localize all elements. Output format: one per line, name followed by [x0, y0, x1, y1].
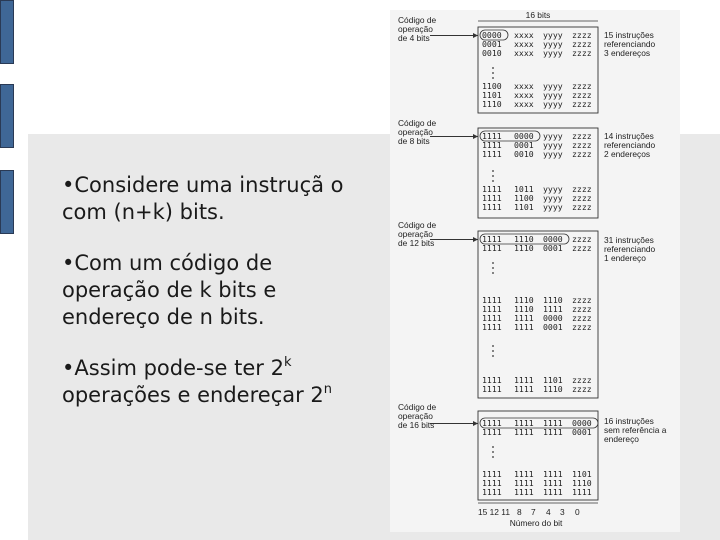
bullet-line: com (n+k) bits. [62, 200, 225, 224]
bit-field: zzzz [572, 295, 592, 305]
bit-field: 1111 [482, 418, 502, 428]
bit-field: zzzz [572, 243, 592, 253]
bit-field: 1111 [482, 202, 502, 212]
bit-field: yyyy [543, 99, 563, 109]
bit-field: 1111 [572, 487, 592, 497]
opcode-label: de 12 bits [398, 238, 435, 248]
bullet-list [62, 172, 392, 433]
bit-field: yyyy [543, 39, 563, 49]
bit-field: xxxx [514, 99, 534, 109]
bullet-line [62, 382, 392, 409]
bit-field: 1100 [482, 81, 502, 91]
bit-number: 8 [517, 507, 522, 517]
bit-field: 1100 [514, 193, 534, 203]
bit-field: yyyy [543, 30, 563, 40]
ellipsis-dot [492, 170, 494, 172]
slide-decoration [0, 0, 30, 540]
bit-field: 1111 [514, 478, 534, 488]
bullet-line: operação de k bits e [62, 278, 277, 302]
bit-field: 1110 [543, 295, 563, 305]
ellipsis-dot [492, 67, 494, 69]
ellipsis-dot [492, 272, 494, 274]
opcode-label: operação [398, 127, 433, 137]
decor-bar [0, 0, 14, 64]
bit-field: zzzz [572, 193, 592, 203]
bit-field: 1110 [543, 384, 563, 394]
arrow-head [473, 237, 478, 242]
bit-field: 1110 [572, 478, 592, 488]
group-description: referenciando [604, 39, 656, 49]
bit-number: 15 12 11 [478, 507, 510, 517]
bit-number: 7 [531, 507, 536, 517]
bit-field: yyyy [543, 48, 563, 58]
bit-field: 0000 [543, 313, 563, 323]
ellipsis-dot [492, 175, 494, 177]
bit-field: 0001 [482, 39, 502, 49]
bit-field: 1101 [514, 202, 534, 212]
bit-field: 0001 [543, 243, 563, 253]
bit-field: 0010 [482, 48, 502, 58]
bit-field: yyyy [543, 131, 563, 141]
bit-field: 1111 [514, 469, 534, 479]
ellipsis-dot [492, 180, 494, 182]
opcode-expansion-figure [390, 10, 680, 532]
bit-field: 1111 [514, 375, 534, 385]
bit-field: 1111 [482, 184, 502, 194]
bit-field: 1111 [482, 131, 502, 141]
bit-field: 1111 [482, 313, 502, 323]
ellipsis-dot [492, 446, 494, 448]
bit-field: 1111 [482, 304, 502, 314]
opcode-label: Código de [398, 15, 437, 25]
bit-field: 0000 [514, 131, 534, 141]
bullet-line: endereço de n bits. [62, 305, 265, 329]
bit-field: zzzz [572, 99, 592, 109]
ellipsis-dot [492, 345, 494, 347]
bit-field: 0000 [482, 30, 502, 40]
bit-field: 1111 [482, 322, 502, 332]
bit-field: 0000 [543, 234, 563, 244]
bit-field: 1110 [482, 99, 502, 109]
bit-field: yyyy [543, 90, 563, 100]
bit-field: xxxx [514, 81, 534, 91]
bit-field: 1111 [543, 478, 563, 488]
bit-field: zzzz [572, 48, 592, 58]
decor-bar [0, 84, 14, 148]
group-description: 1 endereço [604, 253, 646, 263]
bit-field: 0010 [514, 149, 534, 159]
group-description: referenciando [604, 244, 656, 254]
ellipsis-dot [492, 262, 494, 264]
arrow-head [473, 421, 478, 426]
group-description: 15 instruções [604, 30, 654, 40]
opcode-label: de 16 bits [398, 420, 435, 430]
bullet-line: •Considere uma instruçã o [62, 173, 344, 197]
bit-field: 1110 [514, 243, 534, 253]
bit-field: 1111 [482, 295, 502, 305]
bit-field: 1101 [543, 375, 563, 385]
bit-field: 1111 [482, 384, 502, 394]
bit-field: xxxx [514, 30, 534, 40]
bit-field: yyyy [543, 193, 563, 203]
bit-field: zzzz [572, 39, 592, 49]
group-description: referenciando [604, 140, 656, 150]
ellipsis-dot [492, 77, 494, 79]
ellipsis-dot [492, 355, 494, 357]
bit-field: 0001 [543, 322, 563, 332]
group-description: 16 instruções [604, 416, 654, 426]
bit-field: xxxx [514, 39, 534, 49]
bit-field: zzzz [572, 202, 592, 212]
bit-field: 0000 [572, 418, 592, 428]
opcode-label: Código de [398, 220, 437, 230]
bit-field: zzzz [572, 384, 592, 394]
bit-field: xxxx [514, 90, 534, 100]
arrow-head [473, 134, 478, 139]
bit-field: zzzz [572, 304, 592, 314]
bit-field: zzzz [572, 149, 592, 159]
bit-field: yyyy [543, 184, 563, 194]
bit-field: zzzz [572, 81, 592, 91]
bit-field: 1011 [514, 184, 534, 194]
superscript: k [283, 355, 292, 370]
opcode-label: operação [398, 24, 433, 34]
ellipsis-dot [492, 267, 494, 269]
group-description: endereço [604, 434, 639, 444]
bit-field: 1111 [482, 375, 502, 385]
bit-field: yyyy [543, 81, 563, 91]
bit-field: 1111 [514, 384, 534, 394]
bit-field: 1111 [482, 427, 502, 437]
bit-field: zzzz [572, 140, 592, 150]
decor-bar [0, 170, 14, 234]
group-description: 14 instruções [604, 131, 654, 141]
opcode-label: de 8 bits [398, 136, 430, 146]
bullet-line [62, 355, 392, 382]
bullet-line: •Com um código de [62, 251, 273, 275]
arrow-head [473, 33, 478, 38]
opcode-label: operação [398, 411, 433, 421]
bullet-item [62, 355, 392, 409]
bit-field: 1110 [514, 295, 534, 305]
bit-field: yyyy [543, 149, 563, 159]
bit-field: zzzz [572, 234, 592, 244]
bit-field: 1101 [482, 90, 502, 100]
bit-field: 0001 [572, 427, 592, 437]
bit-field: 1111 [482, 140, 502, 150]
group-description: 2 endereços [604, 149, 651, 159]
bit-field: zzzz [572, 375, 592, 385]
bullet-item [62, 250, 392, 331]
bit-field: zzzz [572, 184, 592, 194]
ellipsis-dot [492, 72, 494, 74]
bit-field: zzzz [572, 90, 592, 100]
bit-field: 1111 [514, 322, 534, 332]
opcode-label: Código de [398, 118, 437, 128]
bit-field: 1110 [514, 234, 534, 244]
ellipsis-dot [492, 350, 494, 352]
group-description: 31 instruções [604, 235, 654, 245]
ellipsis-dot [492, 456, 494, 458]
bit-field: 1111 [543, 427, 563, 437]
group-description: sem referência a [604, 425, 667, 435]
bit-field: 1111 [514, 427, 534, 437]
bit-field: 0001 [514, 140, 534, 150]
figure-header: 16 bits [525, 10, 551, 20]
bit-field: zzzz [572, 313, 592, 323]
bit-field: 1111 [482, 487, 502, 497]
bit-field: 1111 [543, 418, 563, 428]
bit-number: 4 [546, 507, 551, 517]
bit-field: 1111 [543, 469, 563, 479]
footer-label: Número do bit [509, 518, 563, 528]
bit-field: zzzz [572, 30, 592, 40]
bit-field: 1111 [543, 487, 563, 497]
bit-field: 1111 [514, 487, 534, 497]
bullet-text: •Assim pode-se ter 2 [62, 356, 284, 380]
bit-number: 3 [560, 507, 565, 517]
bit-field: 1111 [482, 234, 502, 244]
bit-field: 1111 [543, 304, 563, 314]
figure-svg [390, 10, 680, 532]
superscript: n [323, 382, 333, 397]
bit-field: 1111 [482, 469, 502, 479]
bit-field: 1111 [482, 149, 502, 159]
bit-field: 1111 [482, 478, 502, 488]
bit-field: 1111 [514, 313, 534, 323]
bit-field: 1101 [572, 469, 592, 479]
ellipsis-dot [492, 451, 494, 453]
opcode-label: operação [398, 229, 433, 239]
bit-field: zzzz [572, 322, 592, 332]
group-description: 3 endereços [604, 48, 651, 58]
bit-field: yyyy [543, 202, 563, 212]
bit-field: 1111 [482, 193, 502, 203]
bullet-text: operações e endereçar 2 [62, 383, 324, 407]
bit-field: 1111 [514, 418, 534, 428]
bit-field: xxxx [514, 48, 534, 58]
bit-field: 1110 [514, 304, 534, 314]
bit-field: 1111 [482, 243, 502, 253]
opcode-label: Código de [398, 402, 437, 412]
bit-number: 0 [575, 507, 580, 517]
bit-field: zzzz [572, 131, 592, 141]
bullet-item [62, 172, 392, 226]
bit-field: yyyy [543, 140, 563, 150]
opcode-label: de 4 bits [398, 33, 430, 43]
